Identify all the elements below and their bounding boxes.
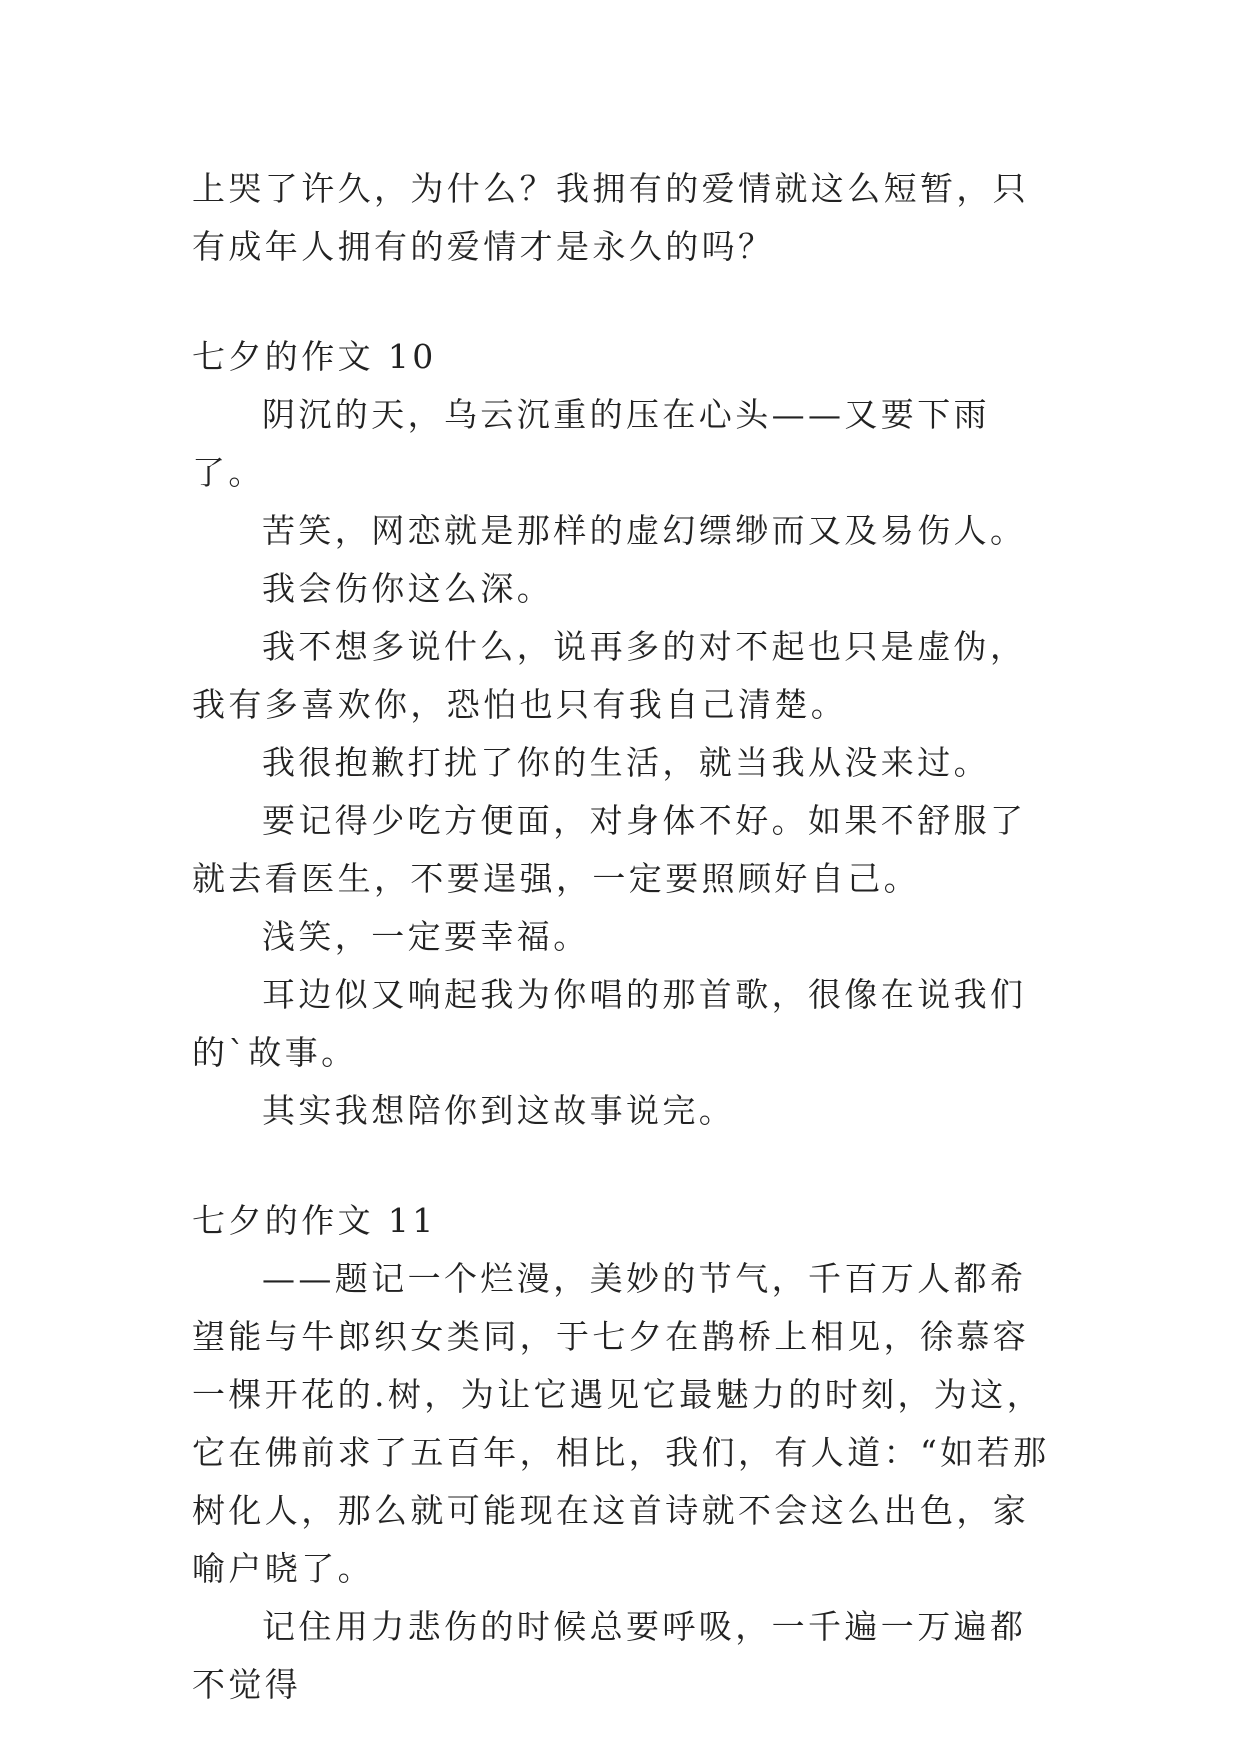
paragraph: 其实我想陪你到这故事说完。 [262, 1091, 736, 1130]
paragraph: 记住用力悲伤的时候总要呼吸，一千遍一万遍都不觉得 [192, 1607, 1027, 1704]
paragraph: 我会伤你这么深。 [262, 569, 554, 608]
paragraph: 耳边似又响起我为你唱的那首歌，很像在说我们的`故事。 [192, 975, 1027, 1072]
paragraph-continued: 上哭了许久，为什么？我拥有的爱情就这么短暂，只有成年人拥有的爱情才是永久的吗？ [192, 169, 1030, 266]
section-title-10: 七夕的作文 10 [192, 337, 437, 376]
document-body [192, 160, 1054, 1714]
paragraph: 要记得少吃方便面，对身体不好。如果不舒服了就去看医生，不要逞强，一定要照顾好自己。 [192, 801, 1027, 898]
paragraph: 我很抱歉打扰了你的生活，就当我从没来过。 [262, 743, 990, 782]
paragraph: 阴沉的天，乌云沉重的压在心头——又要下雨了。 [192, 395, 990, 492]
section-title-11: 七夕的作文 11 [192, 1201, 437, 1240]
paragraph: 苦笑，网恋就是那样的虚幻缥缈而又及易伤人。 [262, 511, 1027, 550]
paragraph: ——题记一个烂漫，美妙的节气，千百万人都希望能与牛郎织女类同，于七夕在鹊桥上相见，徐慕容一棵开花的.树，为让它遇见它最魅力的时刻，为这，它在佛前求了五百年，相比，我们，有人道：“如若那树化人，那么就可能现在这首诗就不会这么出色，家喻户晓了。 [192, 1259, 1050, 1588]
paragraph: 浅笑，一定要幸福。 [262, 917, 590, 956]
paragraph: 我不想多说什么，说再多的对不起也只是虚伪，我有多喜欢你，恐怕也只有我自己清楚。 [192, 627, 1027, 724]
